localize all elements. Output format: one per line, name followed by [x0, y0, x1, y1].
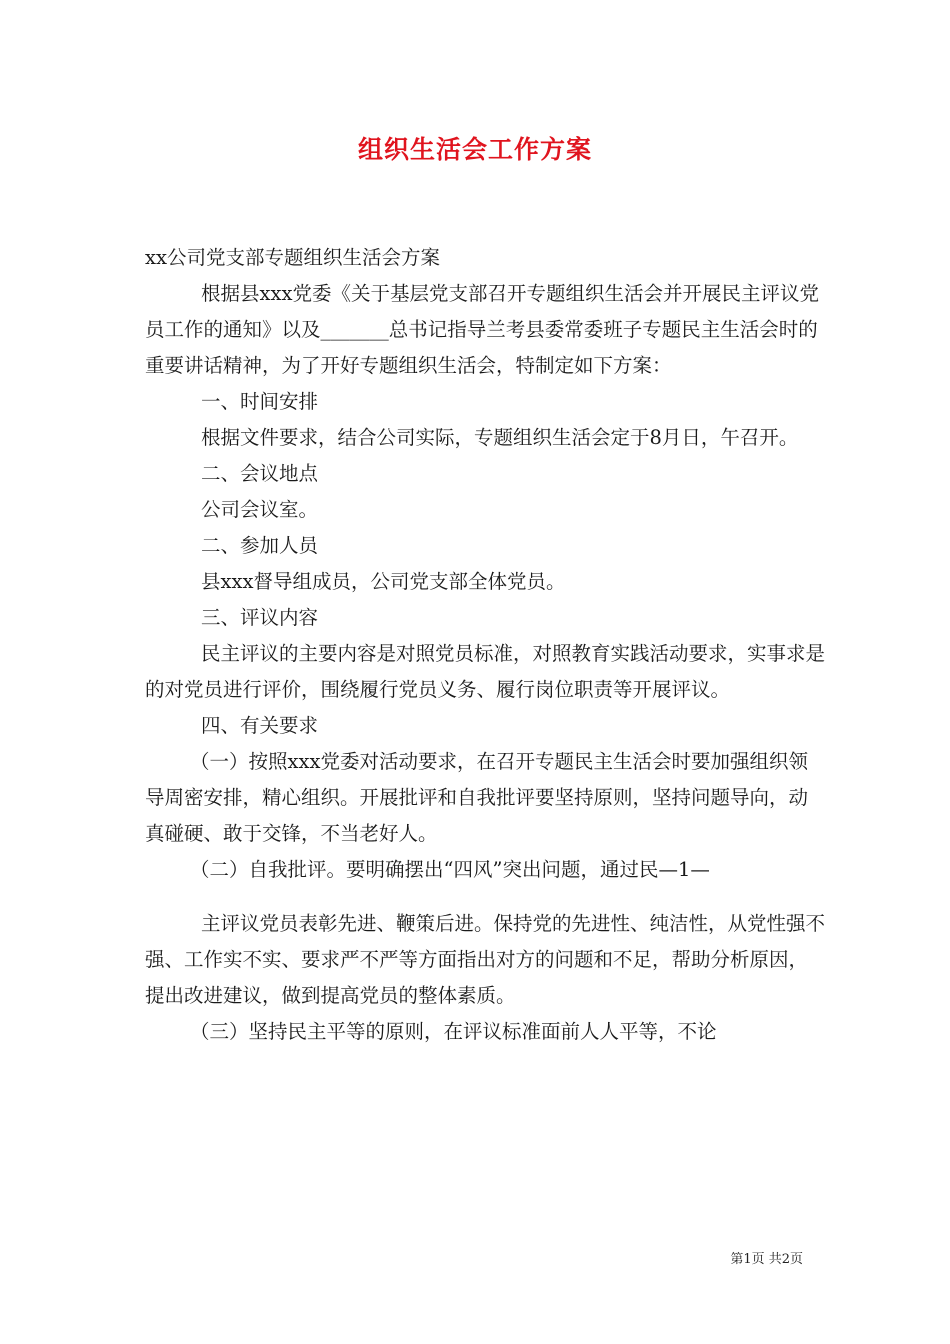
paragraph-attendees: 县xxx督导组成员，公司党支部全体党员。	[201, 570, 566, 593]
paragraph-requirement-2: （二）自我批评。要明确摆出“四风”突出问题，通过民—1—	[190, 858, 710, 881]
paragraph-location: 公司会议室。	[201, 498, 319, 521]
paragraph-intro: 根据县xxx党委《关于基层党支部召开专题组织生活会并开展民主评议党员工作的通知》以及_______总书记指导兰考县委常委班子专题民主生活会时的重要讲话精神，为了开好专题组织生活会，特制定如下方案：	[145, 282, 819, 377]
section-heading-location: 二、会议地点	[201, 462, 319, 485]
paragraph-requirement-2-cont: 主评议党员表彰先进、鞭策后进。保持党的先进性、纯洁性，从党性强不强、工作实不实、要求严不严等方面指出对方的问题和不足，帮助分析原因，提出改进建议，做到提高党员的整体素质。	[145, 912, 826, 1007]
document-title: 组织生活会工作方案	[357, 135, 592, 164]
section-heading-attendees: 二、参加人员	[201, 534, 319, 557]
paragraph-content: 民主评议的主要内容是对照党员标准，对照教育实践活动要求，实事求是的对党员进行评价，围绕履行党员义务、履行岗位职责等开展评议。	[145, 642, 826, 701]
page-break-gap	[145, 888, 825, 906]
paragraph-requirement-1: （一）按照xxx党委对活动要求，在召开专题民主生活会时要加强组织领导周密安排，精心组织。开展批评和自我批评要坚持原则，坚持问题导向，动真碰硬、敢于交锋，不当老好人。	[145, 750, 809, 845]
page-number-footer: 第1页 共2页	[730, 1252, 803, 1267]
paragraph-time: 根据文件要求，结合公司实际，专题组织生活会定于8月日，午召开。	[201, 426, 799, 449]
section-heading-time: 一、时间安排	[201, 390, 319, 413]
document-body	[145, 240, 825, 1050]
section-heading-content: 三、评议内容	[201, 606, 319, 629]
section-heading-requirements: 四、有关要求	[201, 714, 319, 737]
document-subtitle: xx公司党支部专题组织生活会方案	[145, 246, 440, 269]
paragraph-requirement-3: （三）坚持民主平等的原则，在评议标准面前人人平等，不论	[190, 1020, 717, 1043]
